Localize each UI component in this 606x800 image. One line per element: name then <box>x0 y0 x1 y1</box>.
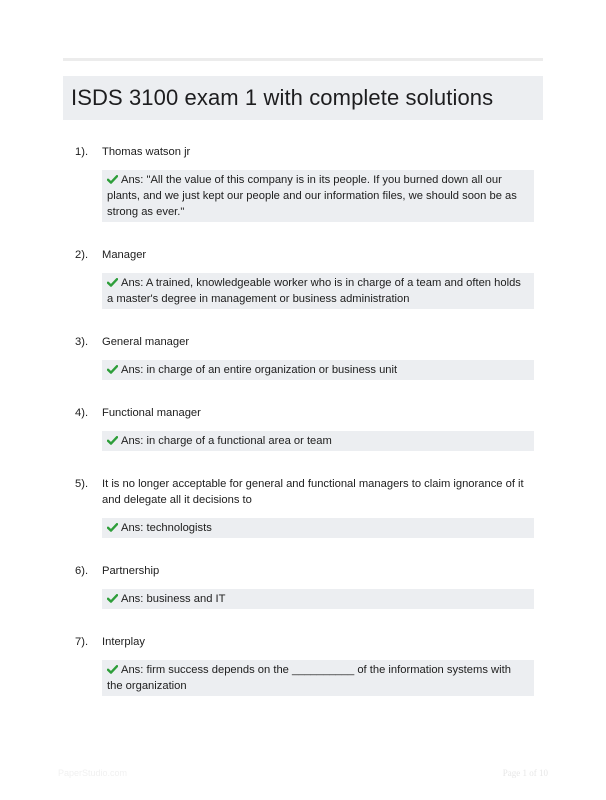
checkmark-icon <box>107 436 118 445</box>
checkmark-icon <box>107 175 118 184</box>
answer-box <box>102 170 534 222</box>
question-row <box>63 399 543 421</box>
answer-text: Ans: firm success depends on the __________ of the information systems with the organization <box>107 664 511 692</box>
qa-list <box>63 138 543 715</box>
title-banner <box>63 76 543 120</box>
question-row <box>63 557 543 579</box>
question-text: Interplay <box>102 636 145 648</box>
answer-text: Ans: business and IT <box>121 593 226 605</box>
answer-box <box>102 360 534 380</box>
question-text: General manager <box>102 336 190 348</box>
question-number: 2). <box>75 249 89 261</box>
qa-item-1 <box>63 138 543 222</box>
answer-box <box>102 273 534 309</box>
question-row <box>63 138 543 160</box>
checkmark-icon <box>107 365 118 374</box>
question-text: Partnership <box>102 565 160 577</box>
answer-text: Ans: A trained, knowledgeable worker who is in charge of a team and often holds a master's degree in management or business administration <box>107 277 521 305</box>
answer-box <box>102 660 534 696</box>
top-divider <box>63 58 543 61</box>
question-text: Thomas watson jr <box>102 146 191 158</box>
qa-item-4 <box>63 399 543 451</box>
question-number: 7). <box>75 636 89 648</box>
qa-item-7 <box>63 628 543 696</box>
answer-box <box>102 518 534 538</box>
answer-text: Ans: technologists <box>121 522 212 534</box>
question-number: 3). <box>75 336 89 348</box>
question-number: 5). <box>75 478 89 490</box>
footer-watermark: PaperStudio.com <box>58 768 128 778</box>
answer-text: Ans: in charge of an entire organization or business unit <box>121 364 398 376</box>
page-number: Page 1 of 10 <box>502 768 548 778</box>
question-row <box>63 241 543 263</box>
answer-box <box>102 589 534 609</box>
qa-item-3 <box>63 328 543 380</box>
qa-item-6 <box>63 557 543 609</box>
question-text: It is no longer acceptable for general and functional managers to claim ignorance of it and delegate all it decisions to <box>102 478 524 506</box>
question-number: 1). <box>75 146 89 158</box>
page-title: ISDS 3100 exam 1 with complete solutions <box>71 85 494 110</box>
question-row <box>63 470 543 508</box>
answer-box <box>102 431 534 451</box>
question-text: Functional manager <box>102 407 201 419</box>
question-row <box>63 628 543 650</box>
checkmark-icon <box>107 594 118 603</box>
checkmark-icon <box>107 523 118 532</box>
checkmark-icon <box>107 665 118 674</box>
question-number: 6). <box>75 565 89 577</box>
checkmark-icon <box>107 278 118 287</box>
qa-item-2 <box>63 241 543 309</box>
qa-item-5 <box>63 470 543 538</box>
answer-text: Ans: in charge of a functional area or team <box>121 435 332 447</box>
question-text: Manager <box>102 249 147 261</box>
question-number: 4). <box>75 407 89 419</box>
question-row <box>63 328 543 350</box>
answer-text: Ans: "All the value of this company is in its people. If you burned down all our plants, and we just kept our people and our information files, we should soon be as strong as ever." <box>107 174 517 218</box>
